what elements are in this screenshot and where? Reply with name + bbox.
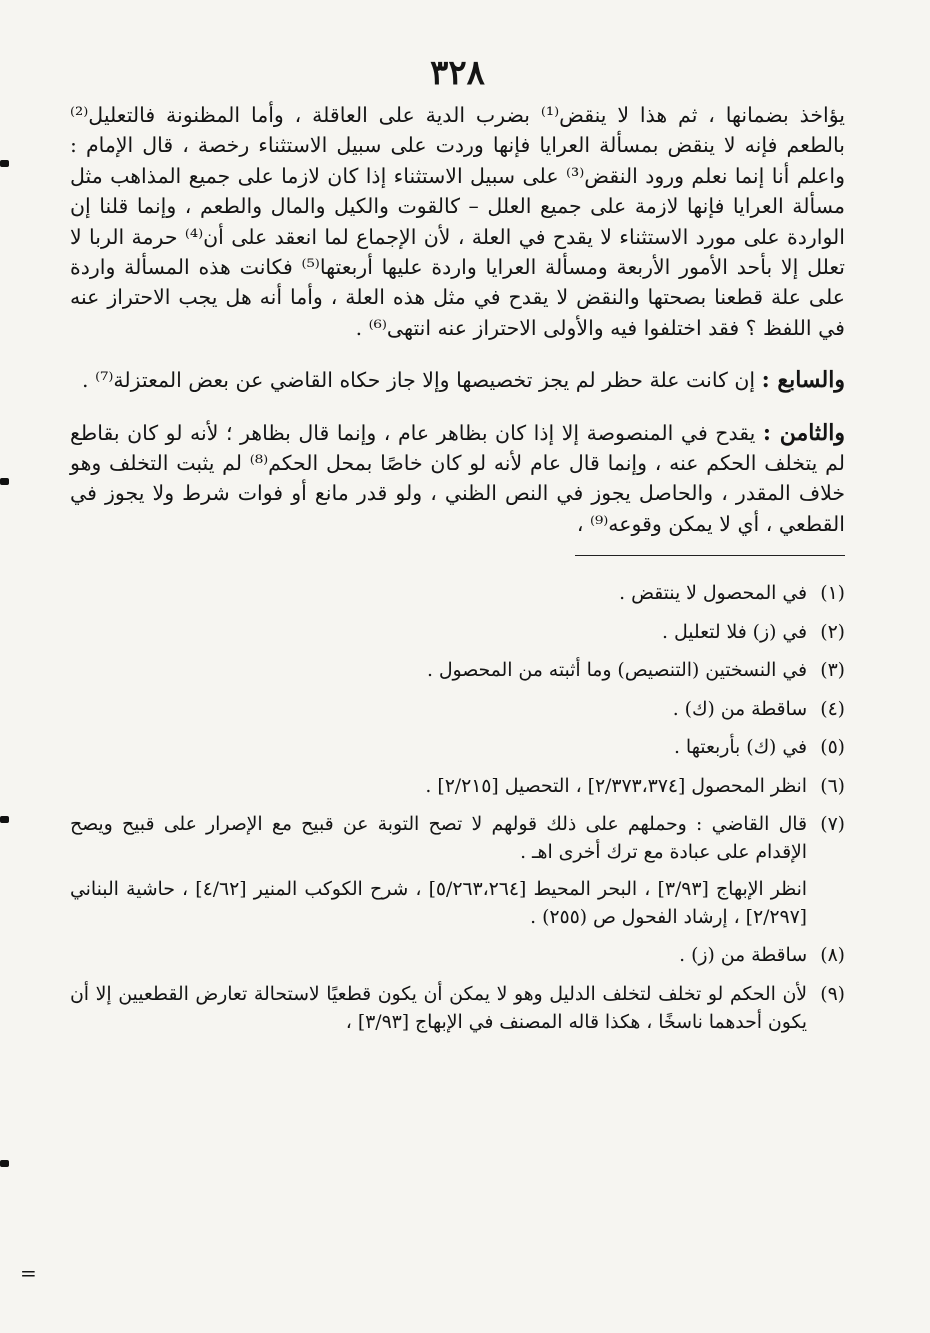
paragraph-text: يؤاخذ بضمانها ، ثم هذا لا ينقض⁽¹⁾ بضرب الدية على العاقلة ، وأما المظنونة فالتعليل⁽²⁾ بالطعم فإنه لا ينقض بمسألة العرايا فإنها وردت على سبيل الاستثناء رخصة ، قال الإمام : واعلم أنا إنما نعلم ورود النقض⁽³⁾ على سبيل الاستثناء إذا كان لازما على جميع المذاهب مثل مسألة العرايا فإنها لازمة على جميع العلل – كالقوت والكيل والمال والطعم ، وإنما قلنا إن الواردة على مورد الاستثناء لا يقدح في العلة ، لأن الإجماع لما انعقد على أن⁽⁴⁾ حرمة الربا لا تعلل إلا بأحد الأمور الأربعة ومسألة العرايا واردة عليها أربعتها⁽⁵⁾ فكانت هذه المسألة واردة على علة قطعنا بصحتها والنقض لا يقدح في مثل هذه العلة ، وأما أنه هل يجب الاحتراز عنه في اللفظ ؟ فقد اختلفوا فيه والأولى الاحتراز عنه انتهى⁽⁶⁾ . [70, 103, 846, 340]
footnote-item [70, 657, 845, 685]
paragraph-lead: والثامن : [762, 419, 846, 446]
footnote-number: (٧) [820, 814, 845, 836]
footnote-text: لأن الحكم لو تخلف لتخلف الدليل وهو لا يمكن أن يكون قطعيًا لاستحالة تعارض القطعيين إلا أن يكون أحدهما ناسخًا ، هكذا قاله المصنف في الإبهاج [٣/٩٣] ، [70, 983, 807, 1033]
paragraph-text: يقدح في المنصوصة إلا إذا كان بظاهر عام ، وإنما قال بظاهر ؛ لأنه لو كان بقاطع لم يتخلف الحكم عنه ، وإنما قال عام لأنه لو كان خاصًا بمحل الحكم⁽⁸⁾ لم يثبت التخلف وهو خلاف المقدر ، والحاصل يجوز في النص الظني ، ولو قدر مانع أو فوات شرط ولا يجوز في القطعي ، أي لا يمكن وقوعه⁽⁹⁾ ، [70, 420, 845, 536]
footnote-number: (٤) [820, 698, 845, 720]
footnote-item [70, 942, 845, 970]
footnote-separator [575, 555, 845, 556]
footnotes [70, 580, 845, 1037]
footnote-item [70, 696, 845, 724]
footnote-item [70, 773, 845, 801]
footnote-number: (٢) [820, 621, 845, 643]
scan-edge-mark [0, 1160, 9, 1167]
paragraph-text: إن كانت علة حظر لم يجز تخصيصها وإلا جاز حكاه القاضي عن بعض المعتزلة⁽⁷⁾ . [82, 368, 762, 393]
footnote-text: ساقطة من (ك) . [672, 698, 807, 720]
footnote-text: قال القاضي : وحملهم على ذلك قولهم لا تصح التوبة عن قبيح مع الإصرار على قبيح ويصح الإقدام على عبادة مع ترك أخرى اهـ . [70, 814, 807, 864]
footnote-item [70, 811, 845, 867]
footnote-text: ساقطة من (ز) . [679, 945, 807, 967]
footnote-text: في المحصول لا ينتقض . [619, 583, 807, 605]
footnote-text: في (ك) بأربعتها . [673, 737, 807, 759]
main-text [70, 100, 845, 539]
paragraph-lead: والسابع : [761, 367, 845, 394]
footnote-item [70, 619, 845, 647]
scan-edge-mark [0, 478, 9, 485]
paragraph-1 [70, 100, 845, 343]
document-page [70, 50, 845, 1310]
paragraph-2 [70, 365, 845, 395]
footnote-number: (٨) [820, 945, 845, 967]
footnote-text: في (ز) فلا لتعليل . [662, 621, 807, 643]
scan-edge-mark [0, 160, 9, 167]
footnote-number: (١) [820, 583, 845, 605]
footnote-number: (٦) [820, 775, 845, 797]
footnote-number: (٣) [820, 660, 845, 682]
footnote-item [70, 734, 845, 762]
footnote-continuation: انظر الإبهاج [٣/٩٣] ، البحر المحيط [٥/٢٦٣،٢٦٤] ، شرح الكوكب المنير [٤/٦٢] ، حاشية البناني [٢/٢٩٧] ، إرشاد الفحول ص (٢٥٥) . [70, 878, 808, 928]
footnote-item [70, 981, 845, 1037]
footnote-item [70, 580, 845, 608]
footnote-number: (٩) [820, 983, 845, 1005]
continuation-mark: = [20, 1261, 37, 1285]
paragraph-3 [70, 418, 845, 540]
footnote-text: في النسختين (التنصيص) وما أثبته من المحصول . [426, 660, 807, 682]
page-number: ٣٢٨ [430, 53, 485, 93]
footnote-number: (٥) [820, 737, 845, 759]
footnote-text: انظر المحصول [٢/٣٧٣،٣٧٤] ، التحصيل [٢/٢١٥] . [425, 775, 807, 797]
scan-edge-mark [0, 816, 9, 823]
